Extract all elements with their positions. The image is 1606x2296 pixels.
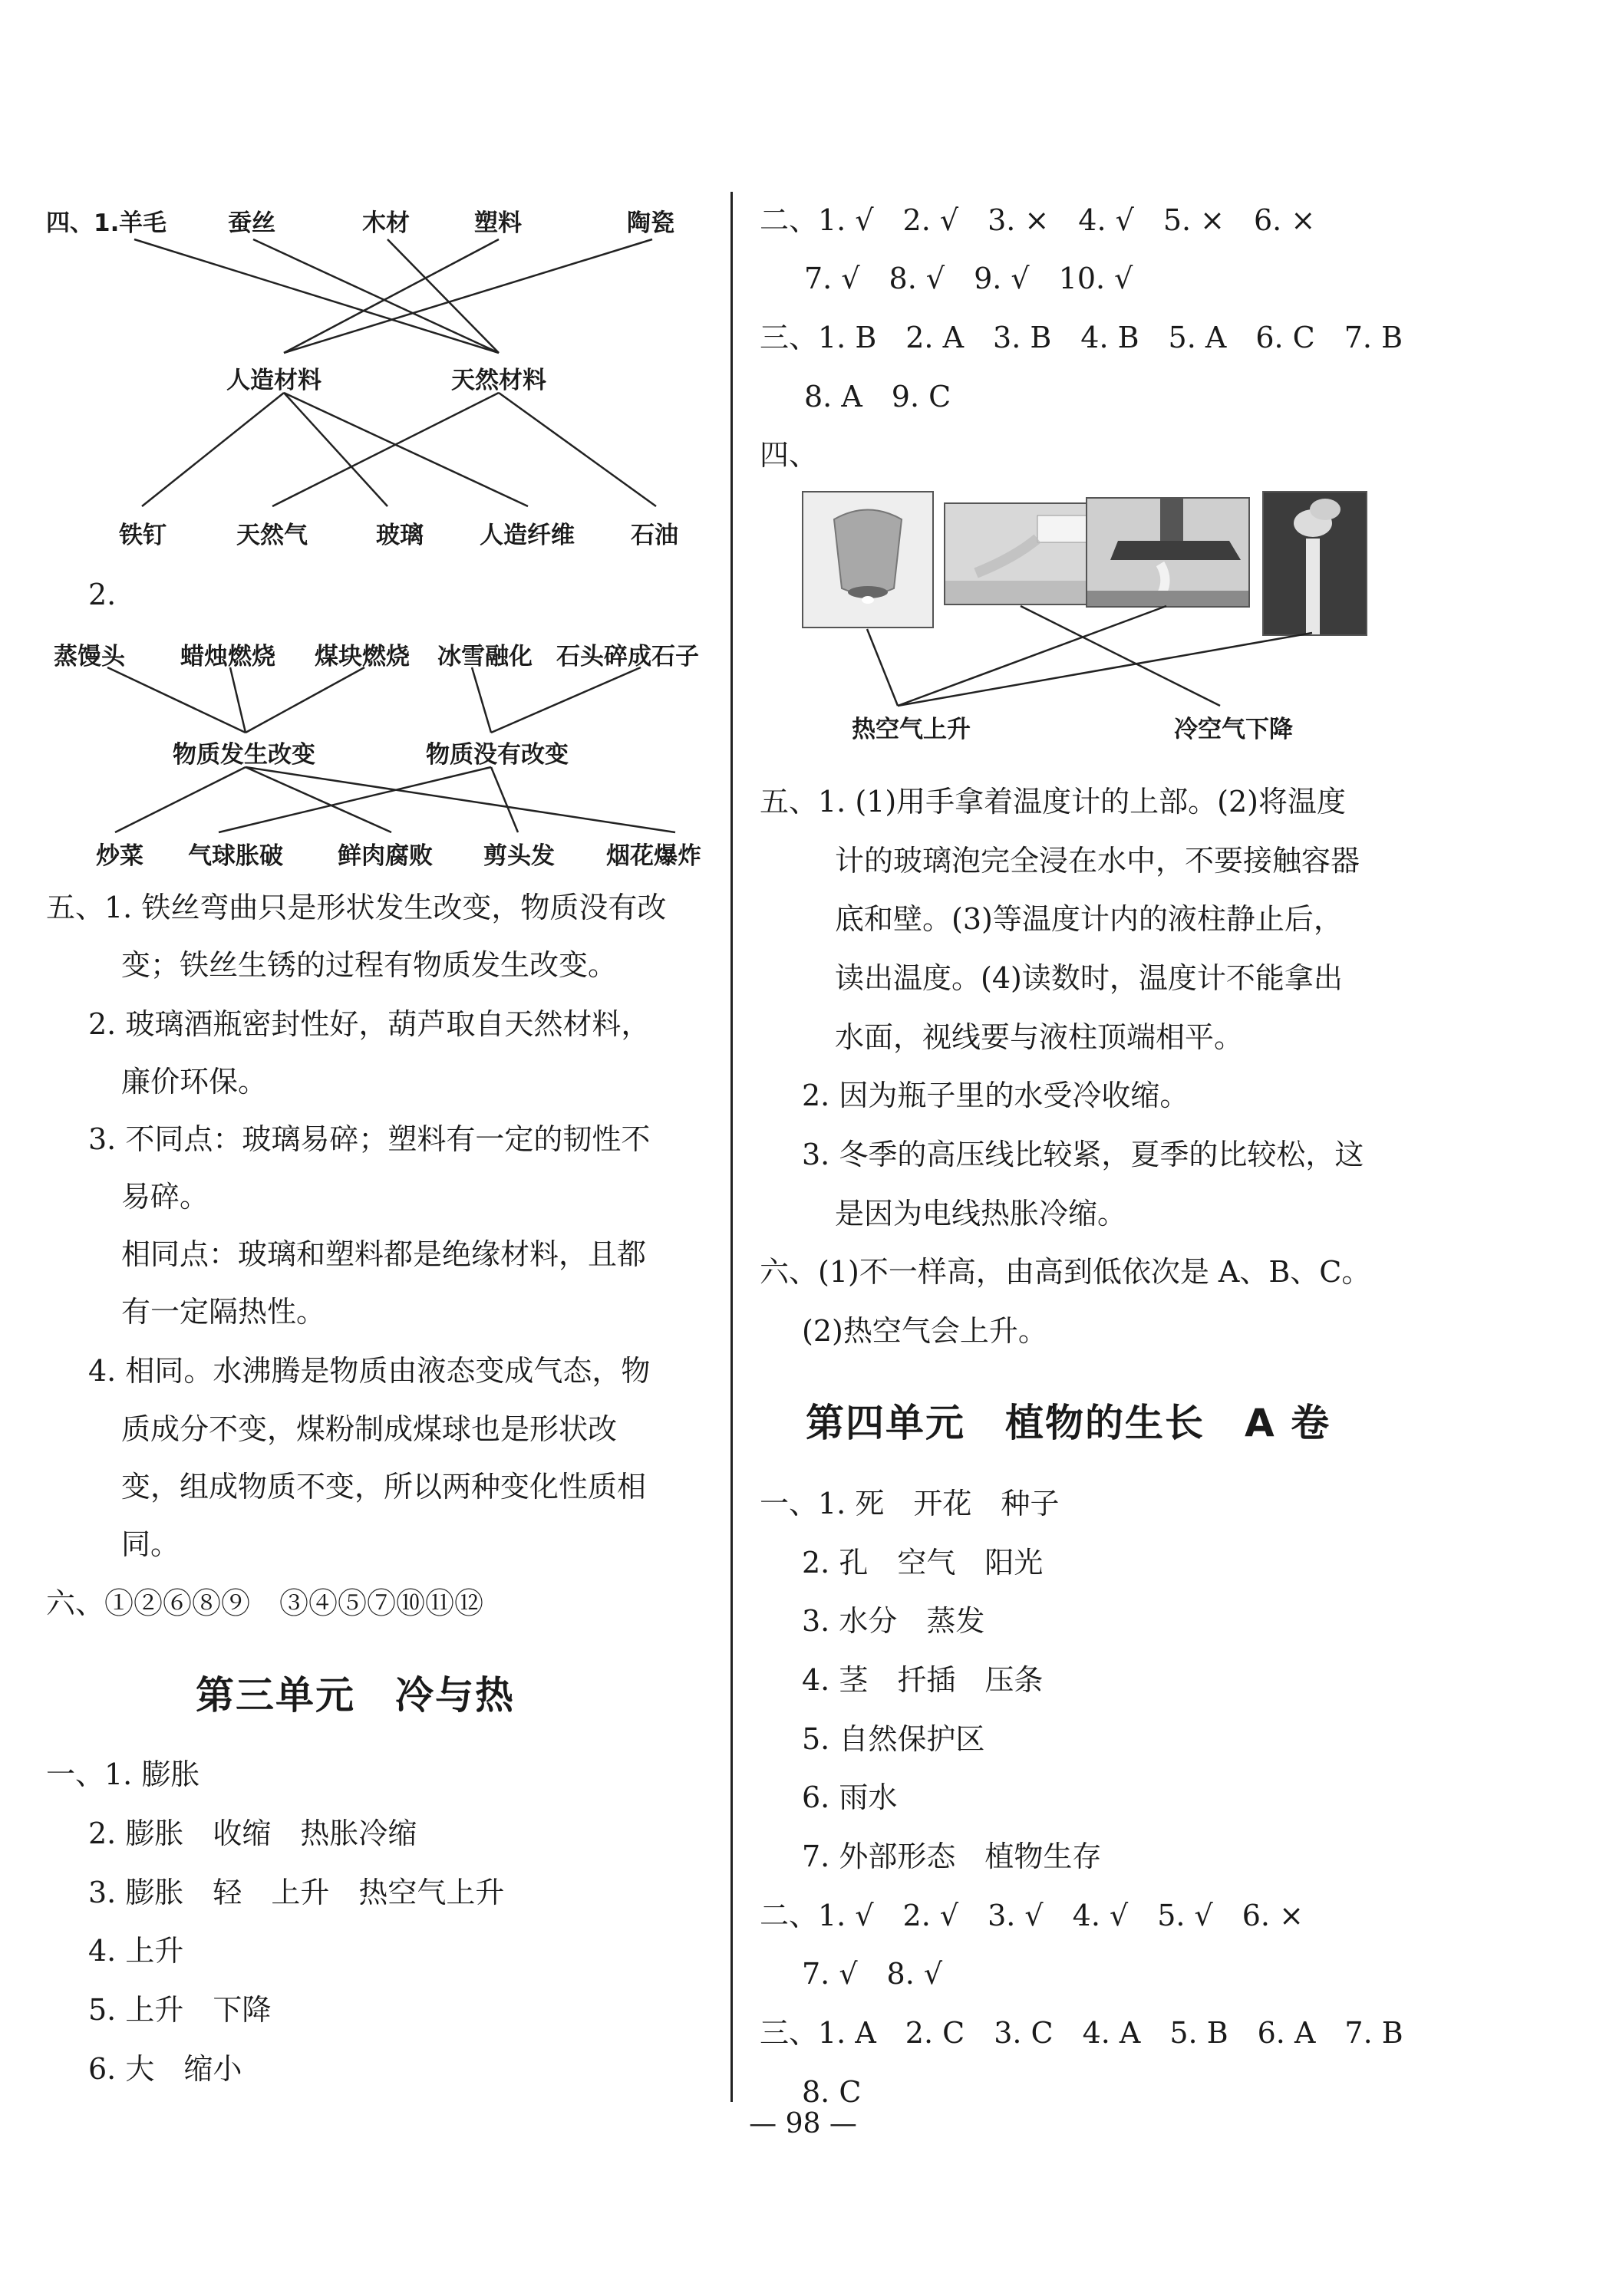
text-line: 4. 相同。水沸腾是物质由液态变成气态，物	[88, 1354, 651, 1388]
text-line: 二、1. √ 2. √ 3. × 4. √ 5. × 6. ×	[760, 203, 1316, 237]
text-line: 三、1. B 2. A 3. B 4. B 5. A 6. C 7. B	[760, 321, 1403, 354]
text-line: 6. 大 缩小	[88, 2052, 242, 2086]
text-line: 三、1. A 2. C 3. C 4. A 5. B 6. A 7. B	[760, 2016, 1403, 2050]
text-line: 3. 不同点：玻璃易碎；塑料有一定的韧性不	[88, 1122, 651, 1156]
bottom-item-oil: 石油	[631, 522, 678, 549]
top2-item-candle: 蜡烛燃烧	[180, 643, 275, 670]
unit4-title: 第四单元 植物的生长 A 卷	[806, 1401, 1331, 1445]
text-line: 质成分不变，煤粉制成煤球也是形状改	[121, 1412, 618, 1446]
matching-lines-air	[760, 0, 1573, 767]
text-line: 2. 膨胀 收缩 热胀冷缩	[88, 1817, 417, 1850]
text-line: 5. 自然保护区	[802, 1722, 985, 1756]
top-item-plastic: 塑料	[474, 209, 522, 237]
text-line: 2. 因为瓶子里的水受冷收缩。	[802, 1079, 1189, 1112]
bottom2-item-meat: 鲜肉腐败	[338, 842, 433, 870]
label-hot-air-rises: 热空气上升	[852, 716, 971, 743]
unit3-title: 第三单元 冷与热	[196, 1673, 515, 1718]
text-line: 4. 茎 扦插 压条	[802, 1663, 1044, 1697]
text-line: 7. 外部形态 植物生存	[802, 1840, 1102, 1873]
bottom-item-gas: 天然气	[236, 522, 308, 549]
text-line: 2. 孔 空气 阳光	[802, 1546, 1044, 1580]
text-line: 是因为电线热胀冷缩。	[835, 1197, 1127, 1230]
text-line: 计的玻璃泡完全浸在水中，不要接触容器	[835, 844, 1360, 878]
top-item-wool: 羊毛	[119, 209, 167, 237]
bottom-item-fiber: 人造纤维	[480, 522, 575, 549]
text-line: 五、1. 铁丝弯曲只是形状发生改变，物质没有改	[46, 891, 667, 924]
text-line: 8. A 9. C	[804, 380, 951, 413]
text-line: 7. √ 8. √ 9. √ 10. √	[804, 262, 1133, 295]
text-line: 六、(1)不一样高，由高到低依次是 A、B、C。	[760, 1255, 1371, 1289]
text-line: 四、	[760, 438, 819, 472]
text-line: 一、1. 膨胀	[46, 1757, 200, 1791]
page-number: — 98 —	[749, 2108, 857, 2140]
text-line: 5. 上升 下降	[88, 1993, 272, 2027]
matching-lines-materials	[46, 0, 706, 583]
column-divider	[730, 192, 733, 2102]
top-item-ceramic: 陶瓷	[627, 209, 674, 237]
top-item-silk: 蚕丝	[228, 209, 275, 237]
text-line: 4. 上升	[88, 1934, 184, 1968]
text-line: 底和壁。(3)等温度计内的液柱静止后，	[835, 902, 1343, 936]
text-line: 8. C	[802, 2075, 862, 2109]
text-line: 2. 玻璃酒瓶密封性好，葫芦取自天然材料，	[88, 1007, 651, 1041]
text-line: 变，组成物质不变，所以两种变化性质相	[121, 1470, 647, 1504]
text-line: 6. 雨水	[802, 1780, 898, 1814]
mid2-item-changed: 物质发生改变	[173, 741, 315, 769]
text-line: 有一定隔热性。	[121, 1295, 326, 1329]
top2-item-coal: 煤块燃烧	[315, 643, 410, 670]
bottom2-item-firework: 烟花爆炸	[606, 842, 701, 870]
label-cold-air-falls: 冷空气下降	[1174, 716, 1293, 743]
text-line: 廉价环保。	[121, 1065, 268, 1099]
text-line: 一、1. 死 开花 种子	[760, 1487, 1060, 1520]
text-line: 二、1. √ 2. √ 3. √ 4. √ 5. √ 6. ×	[760, 1899, 1304, 1932]
text-line: 读出温度。(4)读数时，温度计不能拿出	[835, 961, 1343, 995]
top2-item-stone: 石头碎成石子	[556, 643, 699, 670]
text-line: 六、①②⑥⑧⑨ ③④⑤⑦⑩⑪⑫	[46, 1586, 484, 1620]
top-item-wood: 木材	[362, 209, 410, 237]
bottom2-item-balloon: 气球胀破	[188, 842, 283, 870]
q4-1-prefix: 四、1.	[46, 209, 120, 237]
bottom2-item-fry: 炒菜	[96, 842, 143, 870]
mid-item-artificial: 人造材料	[226, 367, 322, 394]
text-line: 五、1. (1)用手拿着温度计的上部。(2)将温度	[760, 785, 1346, 819]
text-line: 变；铁丝生锈的过程有物质发生改变。	[121, 948, 618, 982]
text-line: 3. 冬季的高压线比较紧，夏季的比较松，这	[802, 1138, 1364, 1171]
text-line: 相同点：玻璃和塑料都是绝缘材料，且都	[121, 1237, 647, 1271]
text-line: 3. 水分 蒸发	[802, 1604, 985, 1638]
bottom2-item-haircut: 剪头发	[483, 842, 555, 870]
top2-item-steam: 蒸馒头	[54, 643, 125, 670]
bottom-item-nail: 铁钉	[119, 522, 167, 549]
top2-item-ice: 冰雪融化	[437, 643, 533, 670]
mid2-item-unchanged: 物质没有改变	[426, 741, 569, 769]
q4-2-prefix: 2.	[88, 578, 117, 611]
text-line: 水面，视线要与液柱顶端相平。	[835, 1020, 1244, 1054]
text-line: 7. √ 8. √	[802, 1957, 943, 1991]
bottom-item-glass: 玻璃	[376, 522, 424, 549]
text-line: (2)热空气会上升。	[802, 1314, 1047, 1348]
text-line: 同。	[121, 1527, 180, 1561]
mid-item-natural: 天然材料	[451, 367, 546, 394]
text-line: 3. 膨胀 轻 上升 热空气上升	[88, 1876, 505, 1909]
text-line: 易碎。	[121, 1180, 209, 1214]
